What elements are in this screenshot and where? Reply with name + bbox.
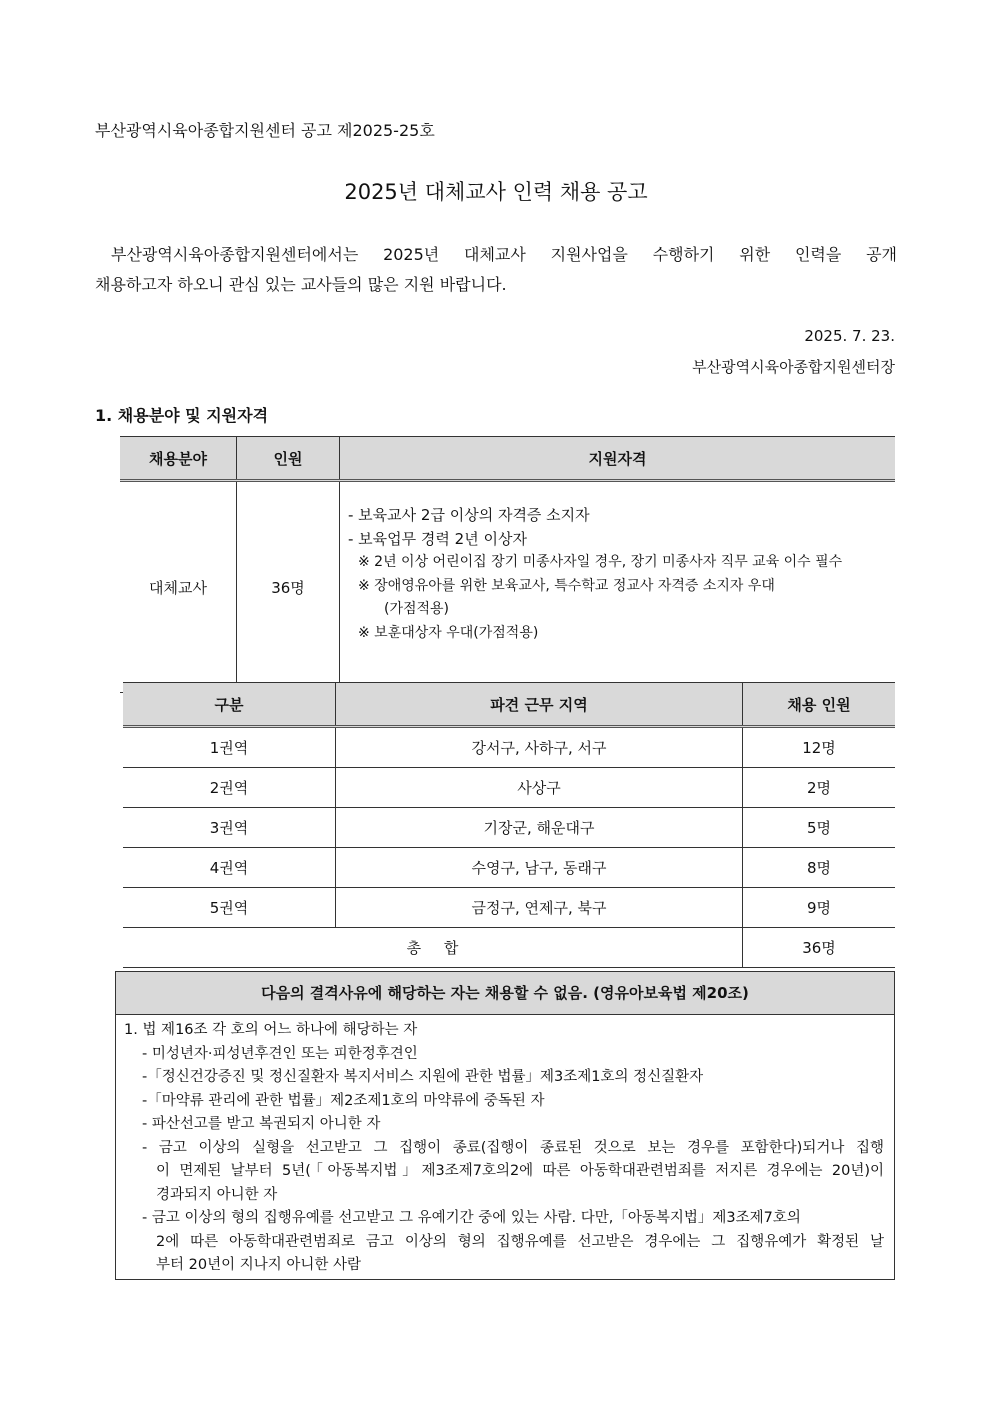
table-row bbox=[123, 768, 895, 808]
qualification-note: ※ 2년 이상 어린이집 장기 미종사자일 경우, 장기 미종사자 직무 교육 이수 필수 bbox=[358, 554, 843, 570]
recruit-count-cell: 12명 bbox=[743, 727, 896, 768]
disqualification-bullet: - 금고 이상의 형의 집행유예를 선고받고 그 유예기간 중에 있는 사람. 다만,「아동복지법」제3조제7호의 bbox=[142, 1210, 801, 1226]
disqualification-bullet: - 미성년자·피성년후견인 또는 피한정후견인 bbox=[142, 1045, 418, 1062]
section-1-title: 1. 채용분야 및 지원자격 bbox=[95, 406, 269, 425]
zone-cell: 1권역 bbox=[123, 727, 336, 768]
disqualification-bullet: -「마약류 관리에 관한 법률」제2조제1호의 마약류에 중독된 자 bbox=[142, 1092, 545, 1109]
disqualification-body bbox=[116, 1015, 894, 1278]
table-row bbox=[123, 808, 895, 848]
table-row bbox=[123, 888, 895, 928]
disqualification-bullet-cont: 2에 따른 아동학대관련범죄로 금고 이상의 형의 집행유예를 선고받은 경우에는 그 집행유예가 확정된 날 bbox=[156, 1233, 884, 1250]
intro-line-2: 채용하고자 하오니 관심 있는 교사들의 많은 지원 바랍니다. bbox=[95, 275, 507, 294]
disqualification-title: 다음의 결격사유에 해당하는 자는 채용할 수 없음. (영유아보육법 제20조) bbox=[116, 972, 894, 1015]
disqualification-bullet: -「정신건강증진 및 정신질환자 복지서비스 지원에 관한 법률」제3조제1호의 정신질환자 bbox=[142, 1069, 704, 1085]
disqualification-item: 1. 법 제16조 각 호의 어느 하나에 해당하는 자 bbox=[124, 1022, 418, 1038]
header-field: 채용분야 bbox=[120, 437, 237, 481]
zone-cell: 5권역 bbox=[123, 888, 336, 928]
issuer: 부산광역시육아종합지원센터장 bbox=[692, 358, 895, 376]
recruit-count-cell: 9명 bbox=[743, 888, 896, 928]
qualification-table-header bbox=[120, 437, 895, 481]
total-label: 총 합 bbox=[123, 928, 743, 968]
area-cell: 금정구, 연제구, 북구 bbox=[336, 888, 743, 928]
zone-cell: 3권역 bbox=[123, 808, 336, 848]
recruit-count-cell: 5명 bbox=[743, 808, 896, 848]
qualification-table bbox=[120, 436, 895, 693]
region-table-header bbox=[123, 683, 895, 727]
qualification-note-cont: (가점적용) bbox=[384, 601, 450, 617]
header-zone: 구분 bbox=[123, 683, 336, 727]
qualification-item: - 보육교사 2급 이상의 자격증 소지자 bbox=[348, 506, 590, 524]
page-title: 2025년 대체교사 인력 채용 공고 bbox=[344, 180, 648, 204]
intro-line-1: 부산광역시육아종합지원센터에서는 2025년 대체교사 지원사업을 수행하기 위한 인력을 공개 bbox=[111, 245, 897, 264]
zone-cell: 4권역 bbox=[123, 848, 336, 888]
disqualification-bullet: - 금고 이상의 실형을 선고받고 그 집행이 종료(집행이 종료된 것으로 보는 경우를 포함한다)되거나 집행 bbox=[142, 1139, 884, 1156]
disqualification-bullet-cont: 부터 20년이 지나지 아니한 사람 bbox=[156, 1257, 361, 1273]
area-cell: 수영구, 남구, 동래구 bbox=[336, 848, 743, 888]
header-area: 파견 근무 지역 bbox=[336, 683, 743, 727]
notice-number: 부산광역시육아종합지원센터 공고 제2025-25호 bbox=[95, 121, 435, 140]
table-row bbox=[120, 481, 895, 693]
disqualification-bullet: - 파산선고를 받고 복권되지 아니한 자 bbox=[142, 1116, 381, 1132]
recruit-count-cell: 2명 bbox=[743, 768, 896, 808]
disqualification-bullet-cont: 이 면제된 날부터 5년(「아동복지법」제3조제7호의2에 따른 아동학대관련범죄를 저지른 경우에는 20년)이 bbox=[156, 1163, 884, 1179]
total-row bbox=[123, 928, 895, 968]
header-qualification: 지원자격 bbox=[340, 437, 896, 481]
recruit-count-cell: 8명 bbox=[743, 848, 896, 888]
total-count: 36명 bbox=[743, 928, 896, 968]
zone-cell: 2권역 bbox=[123, 768, 336, 808]
qualification-note: ※ 보훈대상자 우대(가점적용) bbox=[358, 624, 539, 641]
qualification-cell bbox=[340, 481, 896, 693]
header-count: 인원 bbox=[237, 437, 340, 481]
area-cell: 강서구, 사하구, 서구 bbox=[336, 727, 743, 768]
qualification-note: ※ 장애영유아를 위한 보육교사, 특수학교 정교사 자격증 소지자 우대 bbox=[358, 577, 775, 594]
disqualification-bullet-cont: 경과되지 아니한 자 bbox=[156, 1186, 278, 1203]
area-cell: 사상구 bbox=[336, 768, 743, 808]
intro-paragraph bbox=[95, 240, 897, 300]
header-recruit-count: 채용 인원 bbox=[743, 683, 896, 727]
disqualification-box bbox=[115, 971, 895, 1280]
region-table bbox=[123, 682, 895, 968]
table-row bbox=[123, 727, 895, 768]
notice-date: 2025. 7. 23. bbox=[804, 327, 895, 345]
table-row bbox=[123, 848, 895, 888]
count-cell: 36명 bbox=[237, 481, 340, 693]
area-cell: 기장군, 해운대구 bbox=[336, 808, 743, 848]
field-cell: 대체교사 bbox=[120, 481, 237, 693]
qualification-item: - 보육업무 경력 2년 이상자 bbox=[348, 529, 527, 548]
